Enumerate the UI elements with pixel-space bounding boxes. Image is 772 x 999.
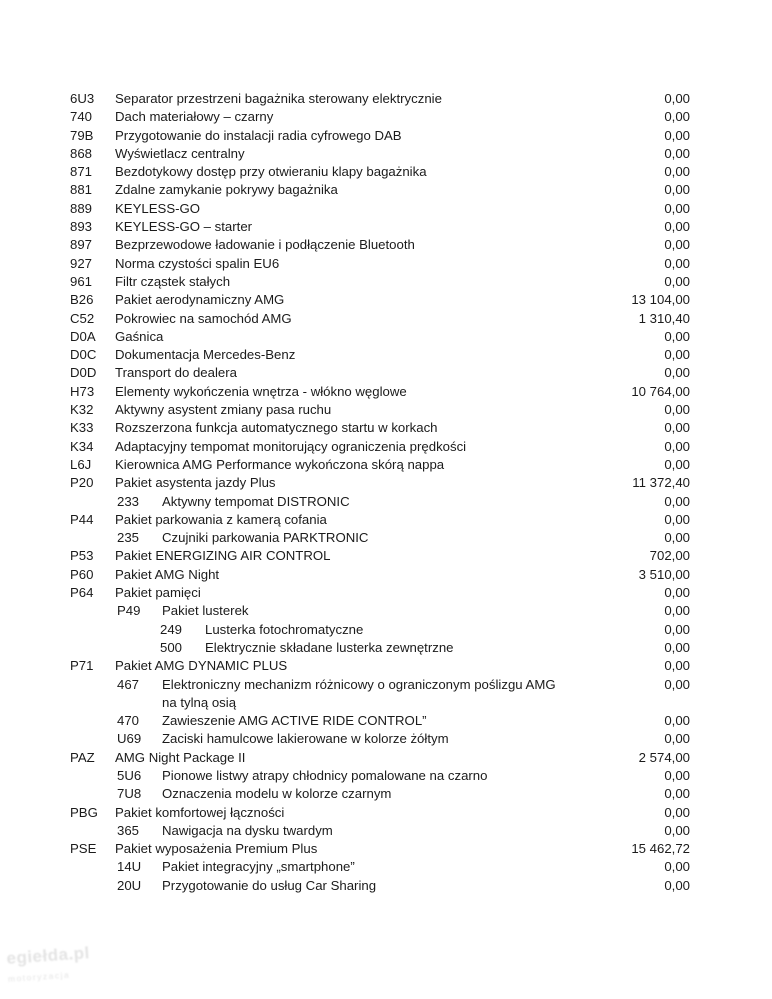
option-row — [0, 456, 772, 474]
option-label: Pakiet komfortowej łączności — [115, 804, 285, 820]
option-row — [0, 291, 772, 309]
option-label: Wyświetlacz centralny — [115, 145, 245, 161]
option-code: D0A — [70, 328, 96, 344]
option-label-continuation: na tylną osią — [162, 694, 237, 710]
option-row — [0, 255, 772, 273]
option-price: 0,00 — [664, 420, 690, 436]
option-code: K32 — [70, 402, 94, 418]
option-label: Norma czystości spalin EU6 — [115, 255, 280, 271]
option-price: 0,00 — [664, 127, 690, 143]
option-row — [0, 310, 772, 328]
option-price: 3 510,00 — [638, 566, 690, 582]
option-label: Pakiet wyposażenia Premium Plus — [115, 841, 318, 857]
option-code: B26 — [70, 292, 94, 308]
option-row — [0, 200, 772, 218]
option-code: 365 — [117, 822, 140, 838]
option-code: 871 — [70, 164, 93, 180]
option-price: 0,00 — [664, 859, 690, 875]
option-code: D0D — [70, 365, 97, 381]
option-price: 0,00 — [664, 639, 690, 655]
option-code: P71 — [70, 658, 94, 674]
option-code: 868 — [70, 145, 93, 161]
option-price: 0,00 — [664, 511, 690, 527]
option-row — [0, 163, 772, 181]
option-row — [0, 438, 772, 456]
option-price: 0,00 — [664, 603, 690, 619]
option-row — [0, 218, 772, 236]
option-label: Przygotowanie do usług Car Sharing — [162, 877, 377, 893]
option-price: 0,00 — [664, 164, 690, 180]
option-label: Elektroniczny mechanizm różnicowy o ograniczonym poślizgu AMG na tylną osią — [162, 676, 664, 713]
option-code: L6J — [70, 456, 92, 472]
option-row — [0, 419, 772, 437]
option-code: 927 — [70, 255, 93, 271]
option-label: Separator przestrzeni bagażnika sterowany elektrycznie — [115, 91, 442, 106]
option-label: KEYLESS-GO – starter — [115, 219, 253, 235]
option-row — [0, 621, 772, 639]
option-code: P60 — [70, 566, 94, 582]
option-price: 0,00 — [664, 109, 690, 125]
option-row — [0, 676, 772, 713]
option-label: Filtr cząstek stałych — [115, 273, 231, 289]
option-row — [0, 767, 772, 785]
option-label: Pakiet lusterek — [162, 603, 249, 619]
option-row — [0, 511, 772, 529]
option-row — [0, 90, 772, 108]
option-label: Nawigacja na dysku twardym — [162, 822, 333, 838]
option-label: Elementy wykończenia wnętrza - włókno węglowe — [115, 383, 407, 399]
option-row — [0, 493, 772, 511]
option-price: 0,00 — [664, 530, 690, 546]
option-label: Kierownica AMG Performance wykończona skórą nappa — [115, 456, 445, 472]
option-code: 467 — [117, 676, 140, 692]
option-label: Lusterka fotochromatyczne — [205, 621, 364, 637]
option-row — [0, 401, 772, 419]
option-code: 6U3 — [70, 91, 95, 106]
option-price: 0,00 — [664, 713, 690, 729]
option-label: Pokrowiec na samochód AMG — [115, 310, 292, 326]
option-row — [0, 529, 772, 547]
option-price: 0,00 — [664, 200, 690, 216]
option-code: 893 — [70, 219, 93, 235]
option-price: 0,00 — [664, 182, 690, 198]
option-code: P49 — [117, 603, 141, 619]
option-code: 7U8 — [117, 786, 142, 802]
watermark-line1: egiełda.pl — [5, 943, 91, 968]
option-code: H73 — [70, 383, 95, 399]
option-row — [0, 108, 772, 126]
option-code: P64 — [70, 585, 94, 601]
option-code: PSE — [70, 841, 97, 857]
option-row — [0, 804, 772, 822]
option-row — [0, 785, 772, 803]
option-row — [0, 822, 772, 840]
option-label: Pakiet aerodynamiczny AMG — [115, 292, 285, 308]
option-price: 11 372,40 — [632, 475, 690, 491]
option-code: 889 — [70, 200, 93, 216]
option-price: 0,00 — [664, 402, 690, 418]
option-row — [0, 273, 772, 291]
option-label: Zaciski hamulcowe lakierowane w kolorze żółtym — [162, 731, 449, 747]
option-label: Bezprzewodowe ładowanie i podłączenie Bluetooth — [115, 237, 415, 253]
option-row — [0, 145, 772, 163]
option-code: 740 — [70, 109, 93, 125]
option-label: Aktywny asystent zmiany pasa ruchu — [115, 402, 332, 418]
option-row — [0, 602, 772, 620]
option-code: U69 — [117, 731, 142, 747]
option-price: 0,00 — [664, 493, 690, 509]
option-code: 881 — [70, 182, 93, 198]
option-row — [0, 639, 772, 657]
option-code: P44 — [70, 511, 94, 527]
option-code: 470 — [117, 713, 140, 729]
option-row — [0, 730, 772, 748]
option-price: 0,00 — [664, 438, 690, 454]
option-price: 702,00 — [649, 548, 690, 564]
option-price: 0,00 — [664, 731, 690, 747]
option-label: AMG Night Package II — [115, 749, 246, 765]
option-code: P53 — [70, 548, 94, 564]
option-label: Elektrycznie składane lusterka zewnętrzne — [205, 639, 454, 655]
option-price: 0,00 — [664, 676, 690, 692]
option-price: 0,00 — [664, 786, 690, 802]
option-label: Pakiet parkowania z kamerą cofania — [115, 511, 327, 527]
option-row — [0, 858, 772, 876]
option-price: 0,00 — [664, 822, 690, 838]
option-row — [0, 474, 772, 492]
option-row — [0, 364, 772, 382]
option-label: Oznaczenia modelu w kolorze czarnym — [162, 786, 392, 802]
option-row — [0, 877, 772, 895]
option-row — [0, 328, 772, 346]
option-code: 20U — [117, 877, 142, 893]
option-label: Pakiet ENERGIZING AIR CONTROL — [115, 548, 331, 564]
option-code: 961 — [70, 273, 93, 289]
option-price: 0,00 — [664, 219, 690, 235]
option-code: C52 — [70, 310, 95, 326]
option-label: Pakiet integracyjny „smartphone” — [162, 859, 355, 875]
watermark-line2: motoryzacja — [7, 969, 71, 984]
option-price: 0,00 — [664, 621, 690, 637]
option-label: Pakiet AMG Night — [115, 566, 220, 582]
option-row — [0, 181, 772, 199]
option-label: Bezdotykowy dostęp przy otwieraniu klapy bagażnika — [115, 164, 427, 180]
option-price: 0,00 — [664, 273, 690, 289]
option-code: 235 — [117, 530, 140, 546]
options-list — [0, 90, 772, 895]
option-label: Dokumentacja Mercedes-Benz — [115, 347, 296, 363]
option-row — [0, 547, 772, 565]
option-label: Zdalne zamykanie pokrywy bagażnika — [115, 182, 338, 198]
option-price: 0,00 — [664, 456, 690, 472]
option-label: Przygotowanie do instalacji radia cyfrowego DAB — [115, 127, 402, 143]
option-row — [0, 566, 772, 584]
option-label: Dach materiałowy – czarny — [115, 109, 274, 125]
option-row — [0, 840, 772, 858]
option-price: 13 104,00 — [631, 292, 690, 308]
option-row — [0, 236, 772, 254]
option-code: K34 — [70, 438, 94, 454]
option-label: Rozszerzona funkcja automatycznego startu w korkach — [115, 420, 438, 436]
option-code: 233 — [117, 493, 140, 509]
option-code: PAZ — [70, 749, 95, 765]
option-price: 2 574,00 — [638, 749, 690, 765]
option-code: 249 — [160, 621, 183, 637]
option-code: 79B — [70, 127, 94, 143]
option-price: 0,00 — [664, 145, 690, 161]
option-code: 500 — [160, 639, 183, 655]
option-price: 0,00 — [664, 585, 690, 601]
option-code: PBG — [70, 804, 98, 820]
option-label: Adaptacyjny tempomat monitorujący ograniczenia prędkości — [115, 438, 467, 454]
option-price: 0,00 — [664, 255, 690, 271]
option-price: 0,00 — [664, 877, 690, 893]
option-row — [0, 346, 772, 364]
option-code: 897 — [70, 237, 93, 253]
option-price: 10 764,00 — [631, 383, 690, 399]
option-row — [0, 712, 772, 730]
option-row — [0, 383, 772, 401]
option-price: 0,00 — [664, 767, 690, 783]
option-price: 0,00 — [664, 658, 690, 674]
option-price: 1 310,40 — [638, 310, 690, 326]
option-row — [0, 657, 772, 675]
option-code: P20 — [70, 475, 94, 491]
watermark — [6, 945, 92, 987]
option-row — [0, 749, 772, 767]
option-label: Pakiet asystenta jazdy Plus — [115, 475, 276, 491]
option-price: 0,00 — [664, 328, 690, 344]
option-price: 15 462,72 — [631, 841, 690, 857]
option-price: 0,00 — [664, 91, 690, 106]
option-code: K33 — [70, 420, 94, 436]
option-code: 5U6 — [117, 767, 142, 783]
option-row — [0, 127, 772, 145]
option-label: Aktywny tempomat DISTRONIC — [162, 493, 350, 509]
option-label: Czujniki parkowania PARKTRONIC — [162, 530, 369, 546]
option-row — [0, 584, 772, 602]
option-code: 14U — [117, 859, 142, 875]
option-price: 0,00 — [664, 804, 690, 820]
option-label: Transport do dealera — [115, 365, 237, 381]
option-code: D0C — [70, 347, 97, 363]
option-label: KEYLESS-GO — [115, 200, 201, 216]
option-label: Pionowe listwy atrapy chłodnicy pomalowane na czarno — [162, 767, 488, 783]
option-label: Zawieszenie AMG ACTIVE RIDE CONTROL” — [162, 713, 427, 729]
option-label: Pakiet pamięci — [115, 585, 201, 601]
option-label: Pakiet AMG DYNAMIC PLUS — [115, 658, 288, 674]
option-label: Gaśnica — [115, 328, 164, 344]
option-price: 0,00 — [664, 365, 690, 381]
option-price: 0,00 — [664, 347, 690, 363]
option-price: 0,00 — [664, 237, 690, 253]
